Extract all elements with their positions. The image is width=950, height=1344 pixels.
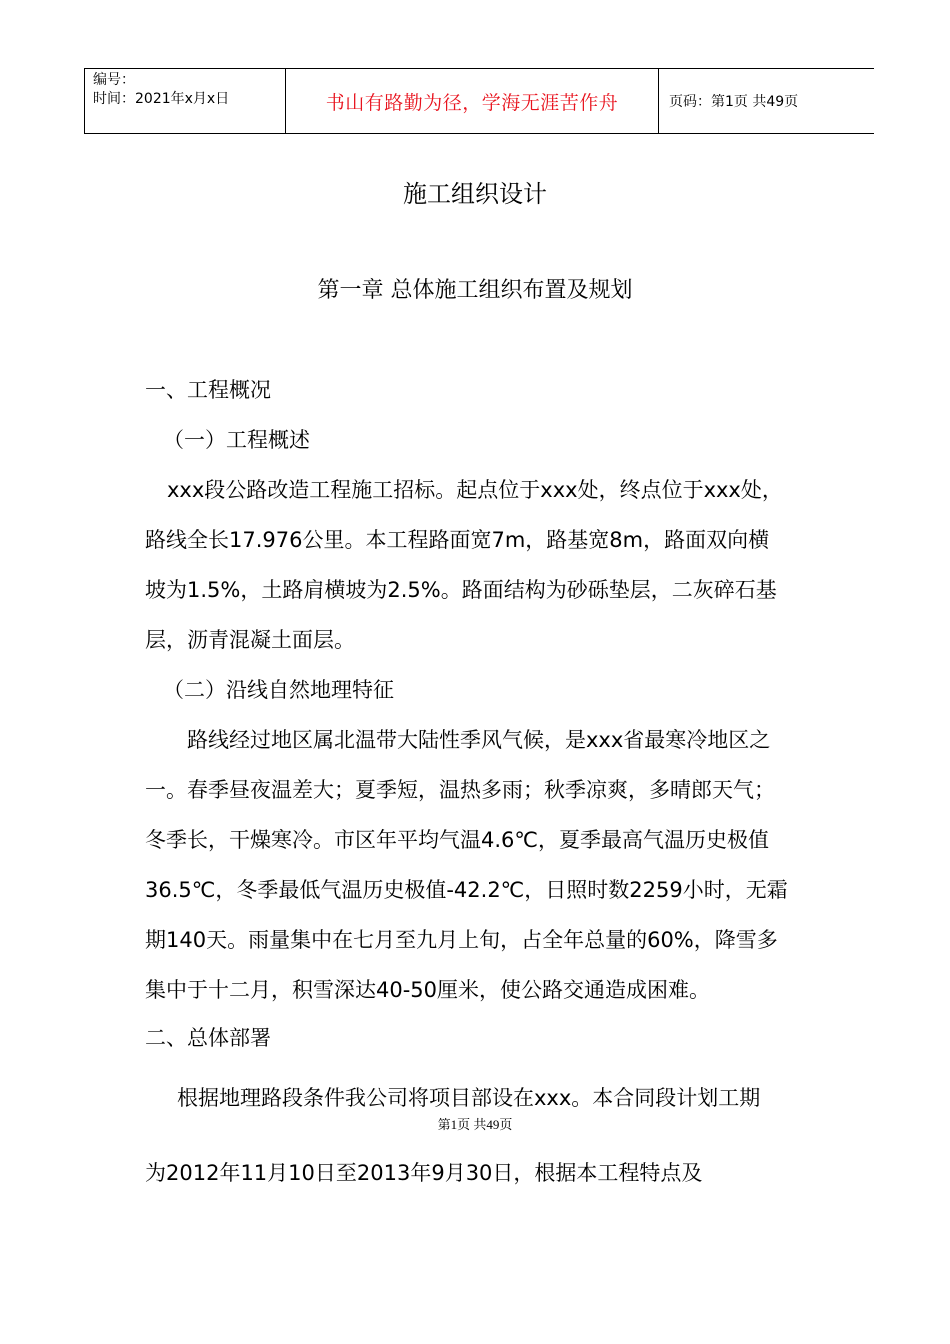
paragraph-line: 路线经过地区属北温带大陆性季风气候，是xxx省最寒冷地区之 [187,728,771,752]
paragraph-line: 根据地理路段条件我公司将项目部设在xxx。本合同段计划工期 [177,1086,761,1110]
number-label: 编号： [93,72,135,88]
subsection-heading-text: （二）沿线自然地理特征 [163,678,394,702]
paragraph-line: 坡为1.5%，土路肩横坡为2.5%。路面结构为砂砾垫层，二灰碎石基 [145,578,777,602]
paragraph-line: 层，沥青混凝土面层。 [145,628,355,652]
paragraph-line: 期140天。雨量集中在七月至九月上旬，占全年总量的60%，降雪多 [145,928,778,952]
subsection-heading-text: （一）工程概述 [163,428,310,452]
section-heading-text: 二、总体部署 [145,1026,271,1050]
header-motto-cell [286,69,659,133]
paragraph-line: 路线全长17.976公里。本工程路面宽7m，路基宽8m，路面双向横 [145,528,770,552]
paragraph-line: 一。春季昼夜温差大；夏季短，温热多雨；秋季凉爽，多晴郎天气； [145,778,775,802]
header-page-cell [659,69,874,133]
time-label: 时间：2021年x月x日 [93,91,230,107]
paragraph-line: xxx段公路改造工程施工招标。起点位于xxx处，终点位于xxx处， [167,478,783,502]
subsection-heading-1-1 [163,415,843,465]
motto-text: 书山有路勤为径，学海无涯苦作舟 [325,91,619,114]
chapter-title: 第一章 总体施工组织布置及规划 [317,278,633,303]
page-info: 页码：第1页 共49页 [669,94,799,110]
paragraph-line: 冬季长，干燥寒冷。市区年平均气温4.6℃，夏季最高气温历史极值 [145,828,769,852]
document-header [84,68,874,134]
paragraph-line: 集中于十二月，积雪深达40-50厘米，使公路交通造成困难。 [145,978,711,1002]
paragraph-overview [145,465,825,665]
section-heading-1 [145,365,825,415]
section-heading-text: 一、工程概况 [145,378,271,402]
paragraph-line: 为2012年11月10日至2013年9月30日，根据本工程特点及 [145,1161,703,1185]
page-footer: 第1页 共49页 [437,1117,513,1132]
document-title: 施工组织设计 [403,180,547,208]
section-heading-2 [145,1013,825,1063]
paragraph-deployment-line-2 [145,1148,825,1198]
paragraph-geography [145,715,825,1015]
paragraph-line: 36.5℃，冬季最低气温历史极值-42.2℃，日照时数2259小时，无霜 [145,878,788,902]
subsection-heading-1-2 [163,665,843,715]
header-meta-cell [84,69,286,133]
